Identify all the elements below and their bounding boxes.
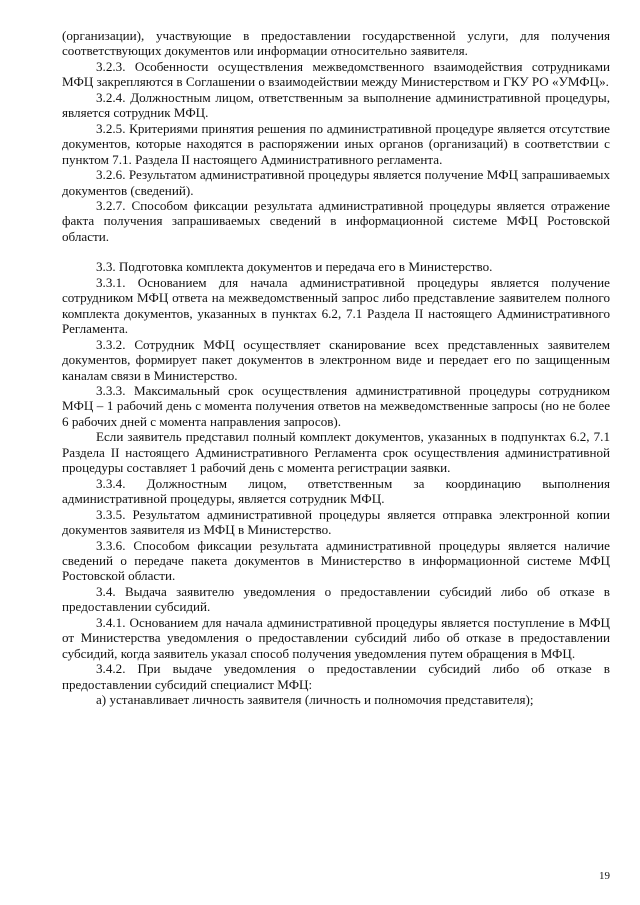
paragraph-3-2-3: 3.2.3. Особенности осуществления межведомственного взаимодействия сотрудниками МФЦ закрепляются в Соглашении о взаимодействии между Министерством и ГКУ РО «УМФЦ». — [62, 58, 610, 90]
paragraph-3-3-5: 3.3.5. Результатом административной процедуры является отправка электронной копии документов заявителя из МФЦ в Министерство. — [62, 506, 610, 538]
paragraph-3-3-1: 3.3.1. Основанием для начала административной процедуры является получение сотрудником МФЦ ответа на межведомственный запрос либо представление заявителем полного комплекта документов, указанных в пунктах 6.2, 7.1 Раздела II настоящего Административного Регламента. — [62, 274, 610, 337]
page-number: 19 — [599, 870, 610, 882]
section-heading-3-3: 3.3. Подготовка комплекта документов и передача его в Министерство. — [96, 259, 493, 275]
document-page — [62, 28, 610, 707]
paragraph-3-4-1: 3.4.1. Основанием для начала административной процедуры является поступление в МФЦ от Министерства уведомления о предоставлении субсидий либо об отказе в предоставлении субсидий, когда заявитель указал способ получения уведомления путем обращения в МФЦ. — [62, 614, 610, 661]
paragraph-full-package: Если заявитель представил полный комплект документов, указанных в подпунктах 6.2, 7.1 Раздела II настоящего Административного Регламента срок осуществления административной процедуры составляет 1 рабочий день с момента регистрации заявки. — [62, 429, 610, 476]
paragraph-3-2-7: 3.2.7. Способом фиксации результата административной процедуры является отражение факта получения запрашиваемых сведений в информационной системе МФЦ Ростовской области. — [62, 197, 610, 244]
paragraph-organizations: (организации), участвующие в предоставлении государственной услуги, для получения соответствующих документов или информации относительно заявителя. — [62, 28, 610, 59]
paragraph-3-4-2: 3.4.2. При выдаче уведомления о предоставлении субсидий либо об отказе в предоставлении субсидий специалист МФЦ: — [62, 661, 610, 692]
paragraph-3-2-5: 3.2.5. Критериями принятия решения по административной процедуре является отсутствие документов, которые находятся в распоряжении иных органов (организаций) в соответствии с пунктом 7.1. Раздела II настоящего Административного регламента. — [62, 120, 610, 167]
list-item-a: а) устанавливает личность заявителя (личность и полномочия представителя); — [96, 692, 534, 708]
paragraph-3-3-3: 3.3.3. Максимальный срок осуществления административной процедуры сотрудником МФЦ – 1 рабочий день с момента получения ответов на межведомственные запросы (но не более 6 рабочих дней с момента направления запросов). — [62, 382, 610, 429]
paragraph-3-3-6: 3.3.6. Способом фиксации результата административной процедуры является наличие сведений о передаче пакета документов в Министерство в информационной системе МФЦ Ростовской области. — [62, 537, 610, 584]
section-heading-3-4: 3.4. Выдача заявителю уведомления о предоставлении субсидий либо об отказе в предоставлении субсидий. — [62, 583, 610, 615]
paragraph-3-2-4: 3.2.4. Должностным лицом, ответственным за выполнение административной процедуры, является сотрудник МФЦ. — [62, 89, 610, 121]
paragraph-3-3-4: 3.3.4. Должностным лицом, ответственным за координацию выполнения административной процедуры, является сотрудник МФЦ. — [62, 475, 610, 507]
paragraph-3-2-6: 3.2.6. Результатом административной процедуры является получение МФЦ запрашиваемых документов (сведений). — [62, 167, 610, 198]
paragraph-3-3-2: 3.3.2. Сотрудник МФЦ осуществляет сканирование всех представленных заявителем документов, формирует пакет документов в электронном виде и передает его по защищенным каналам связи в Министерство. — [62, 336, 610, 383]
